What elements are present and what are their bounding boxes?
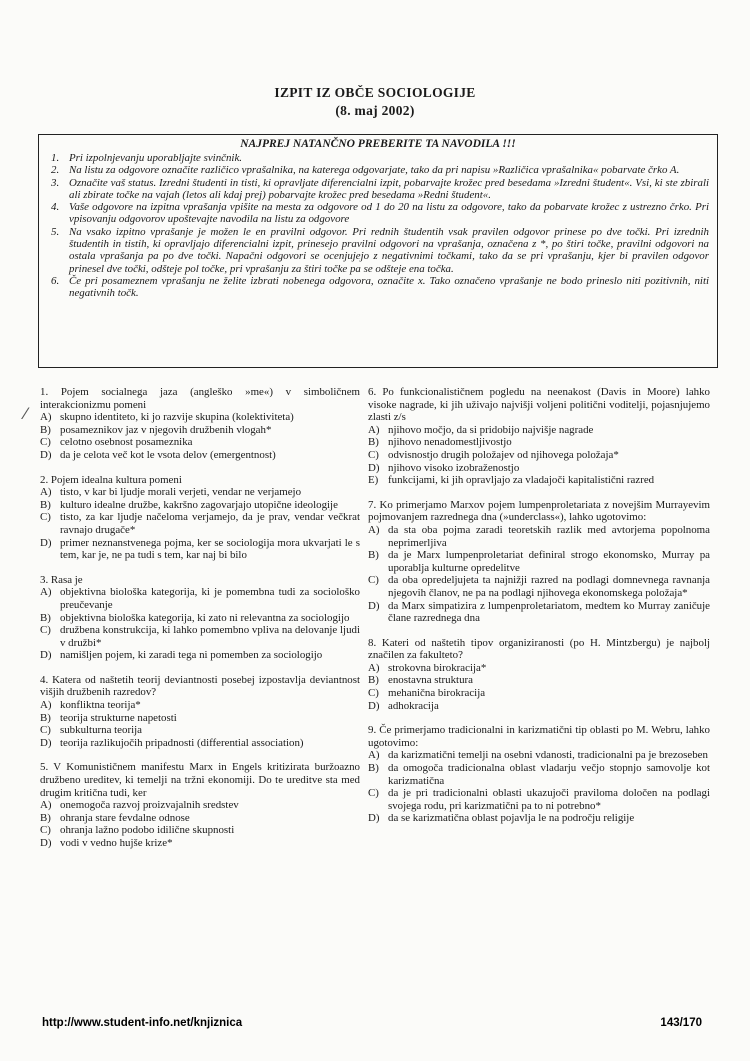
question [368,637,710,713]
instruction-item [47,164,709,176]
instructions-box [38,134,718,368]
option-letter: B) [40,611,51,624]
answer-option [40,699,360,712]
instruction-text: Vaše odgovore na izpitna vprašanja vpišite na mesta za odgovore od 1 do 20 na listu za odgovore, tako da pobarvate krožec z ustrezno črko. Pri vpisovanju odgovorov upoštevajte navodila na listu za odgovore [69,201,709,226]
option-letter: C) [40,824,51,837]
answer-option [40,411,360,424]
answer-option [40,499,360,512]
option-text: da je pri tradicionalni oblasti ukazujoči praviloma določen na podlagi svojega rodu, pri karizmatični pa to ni potrebno* [388,787,710,812]
option-text: njihovo visoko izobraženostjo [388,461,520,474]
option-text: njihovo nenadomestljivostjo [388,436,512,449]
answer-option [368,749,710,762]
option-text: da se karizmatična oblast pojavlja le na področju religije [388,812,635,825]
instruction-item [47,275,709,300]
question-stem: 8. Kateri od naštetih tipov organiziranosti (po H. Mintzbergu) je najbolj značilen za fakulteto? [368,636,710,662]
option-letter: D) [40,837,52,849]
answer-option [368,574,710,599]
question-stem: 6. Po funkcionalističnem pogledu na neenakost (Davis in Moore) lahko visoke nagrade, ki jih uživajo najvišji voljeni politični voditelji, pojasnjujemo zlasti z/s [368,386,710,424]
instruction-text: Označite vaš status. Izredni študenti in tisti, ki opravljate diferencialni izpit, pobarvajte krožec pred besedama »Izredni študent«. Vsi, ki ste zbirali ali zbirate točke na vajah (letos ali kdaj prej) pobarvajte krožec pred besedama »Redni študent«. [69,176,709,201]
answer-option [40,424,360,437]
answer-option [368,674,710,687]
question-stem: 4. Katera od naštetih teorij deviantnosti posebej izpostavlja deviantnost višjih družbenih razredov? [40,673,360,699]
option-letter: D) [40,736,52,749]
footer-source-link[interactable]: http://www.student-info.net/knjiznica [42,1017,243,1029]
option-text: posameznikov jaz v njegovih družbenih vlogah* [60,423,272,436]
option-text: teorija razlikujočih pripadnosti (differential association) [60,736,304,749]
questions-left-column [40,386,360,862]
answer-option [40,812,360,825]
option-letter: A) [368,661,380,674]
option-text: da oba opredeljujeta ta najnižji razred na podlagi domnevnega ravnanja njegovih članov, ne pa na podlagi njihovega ekonomskega položaja* [388,574,710,599]
instruction-number: 1. [51,152,60,164]
option-text: namišljen pojem, ki zaradi tega ni pomemben za sociologijo [60,649,323,662]
handwritten-check-mark: ⁄ [24,404,27,423]
answer-option [368,687,710,700]
option-letter: A) [40,799,52,812]
instruction-text: Na listu za odgovore označite različico vprašalnika, na katerega odgovarjate, tako da pri napisu »Različica vprašalnika« pobarvate črko A. [69,164,680,177]
option-text: da sta oba pojma zaradi teoretskih razlik med avtorjema popolnoma neprimerljiva [388,523,710,549]
option-text: da karizmatični temelji na osebni vdanosti, tradicionalni pa je brezoseben [388,749,708,762]
option-text: mehanična birokracija [388,687,486,700]
option-text: objektivna biološka kategorija, ki je pomembna tudi za sociološko preučevanje [60,586,360,611]
question-stem: 7. Ko primerjamo Marxov pojem lumpenproletariata z novejšim Murrayevim pojmovanjem razrednega dna (»underclass«), lahko ugotovimo: [368,498,710,524]
answer-option [40,624,360,649]
answer-option [40,712,360,725]
option-text: objektivna biološka kategorija, ki zato ni relevantna za sociologijo [60,611,350,624]
answer-option [368,474,710,487]
answer-option [40,799,360,812]
option-letter: A) [40,486,52,499]
instruction-number: 4. [51,201,60,214]
option-letter: C) [368,787,379,800]
option-text: teorija strukturne napetosti [60,711,177,724]
option-text: subkulturna teorija [60,724,142,737]
option-text: celotno osebnost posameznika [60,436,193,449]
question [40,674,360,750]
option-letter: C) [368,448,379,461]
instruction-item [47,226,709,275]
question [368,724,710,825]
option-letter: A) [40,699,52,712]
option-letter: B) [368,762,379,775]
option-text: njihovo močjo, da si pridobijo najvišje nagrade [388,423,594,436]
instruction-item [47,201,709,226]
option-letter: B) [40,711,51,724]
question [40,386,360,462]
option-letter: A) [368,749,380,762]
option-letter: A) [368,523,380,536]
instruction-number: 5. [51,225,60,238]
option-letter: D) [368,461,380,474]
option-text: vodi v vedno hujše krize* [60,837,173,849]
option-text: onemogoča razvoj proizvajalnih sredstev [60,799,239,812]
option-text: adhokracija [388,699,439,712]
question-stem: 1. Pojem socialnega jaza (angleško »me«) v simboličnem interakcionizmu pomeni [40,386,360,411]
answer-option [40,486,360,499]
option-text: ohranja stare fevdalne odnose [60,811,190,824]
option-letter: D) [40,536,52,549]
option-text: funkcijami, ki jih opravljajo za vladajoči kapitalistični razred [388,474,655,487]
answer-option [368,762,710,787]
option-letter: D) [368,599,380,612]
answer-option [368,600,710,625]
answer-option [368,549,710,574]
instruction-number: 2. [51,164,60,177]
answer-option [368,436,710,449]
answer-option [40,436,360,449]
question [368,499,710,625]
instruction-text: Če pri posameznem vprašanju ne želite izbrati nobenega odgovora, označite x. Tako označeno vprašanje ne bodo prineslo niti pozitivnih, niti negativnih točk. [69,274,709,300]
question-stem: 5. V Komunističnem manifestu Marx in Engels kritizirata buržoazno družbeno ureditev, ki temelji na tržni ekonomiji. Do te ureditve sta med drugim kritična tudi, ker [40,761,360,799]
answer-option [40,537,360,562]
question [40,574,360,662]
option-text: da je Marx lumpenproletariat definiral strogo ekonomsko, Murray pa uporablja kulturne opredelitve [388,549,710,574]
option-letter: C) [40,624,51,637]
instruction-text: Na vsako izpitno vprašanje je možen le en pravilni odgovor. Pri rednih študentih vsak pravilen odgovor prinese po dve točki. Pri izrednih študentih in tistih, ki opravljajo diferencialni izpit, prinesejo pravilni odgovori na vprašanja, označena z *, po štiri točke, pravilni odgovori na ostala vprašanja pa po dve točki. Napačni odgovori se ocenjujejo z negativnimi točkami, tako da se pri vprašanju, kjer bi pravilen odgovor prinesel dve točki, odšteje pol točke, pri vprašanju za štiri točke pa se odšteje ena točka. [69,225,709,275]
option-letter: D) [40,649,52,662]
option-text: primer neznanstvenega pojma, ker se sociologija mora ukvarjati le s tem, kar je, ne pa tudi s tem, kar naj bi bilo [60,536,360,562]
option-letter: C) [40,511,51,524]
question-stem: 9. Če primerjamo tradicionalni in karizmatični tip oblasti po M. Webru, lahko ugotovimo: [368,724,710,749]
option-text: tisto, za kar ljudje načeloma verjamejo, da je prav, vendar večkrat ravnajo drugače* [60,511,360,536]
answer-option [40,837,360,850]
option-letter: C) [368,574,379,587]
exam-title [0,84,750,120]
question [40,761,360,849]
question [368,386,710,487]
answer-option [368,424,710,437]
answer-option [368,449,710,462]
option-letter: B) [368,674,379,687]
answer-option [368,787,710,812]
exam-date: (8. maj 2002) [335,103,415,118]
instruction-item [47,177,709,202]
option-letter: A) [40,411,52,424]
answer-option [368,662,710,675]
option-letter: B) [40,498,51,511]
instructions-heading: NAJPREJ NATANČNO PREBERITE TA NAVODILA !!! [240,138,516,150]
answer-option [40,737,360,750]
answer-option [40,612,360,625]
page-number: 143/170 [660,1017,702,1029]
option-text: da omogoča tradicionalna oblast vladarju večjo stopnjo samovolje kot karizmatična [388,762,710,787]
option-letter: C) [40,436,51,449]
option-letter: A) [368,423,380,436]
option-letter: B) [368,436,379,449]
option-text: družbena konstrukcija, ki lahko pomembno vpliva na delovanje ljudi v družbi* [60,624,360,649]
instruction-number: 3. [51,176,60,189]
instruction-text: Pri izpolnjevanju uporabljajte svinčnik. [69,152,243,164]
option-text: enostavna struktura [388,674,473,687]
question [40,474,360,562]
questions-right-column [368,386,710,837]
option-letter: E) [368,474,379,487]
option-text: strokovna birokracija* [388,661,487,674]
option-letter: B) [368,549,379,562]
option-text: odvisnostjo drugih položajev od njihovega položaja* [388,448,619,461]
option-letter: C) [368,687,379,700]
answer-option [368,462,710,475]
option-text: skupno identiteto, ki jo razvije skupina (kolektiviteta) [60,411,294,424]
answer-option [368,524,710,549]
question-stem: 2. Pojem idealna kultura pomeni [40,473,182,486]
option-text: konfliktna teorija* [60,699,141,712]
instruction-number: 6. [51,274,60,287]
question-stem: 3. Rasa je [40,573,83,586]
option-letter: D) [368,812,380,825]
option-letter: D) [368,699,380,712]
option-text: kulturo idealne družbe, kakršno zagovarjajo utopične ideologije [60,498,338,511]
answer-option [368,812,710,825]
answer-option [40,449,360,462]
exam-title-text: IZPIT IZ OBČE SOCIOLOGIJE [274,85,476,100]
option-letter: D) [40,448,52,461]
option-text: da Marx simpatizira z lumpenproletariatom, medtem ko Murray zaničuje člane razrednega dna [388,599,710,625]
answer-option [40,649,360,662]
option-text: ohranja lažno podobo idilične skupnosti [60,824,235,837]
answer-option [40,824,360,837]
option-text: tisto, v kar bi ljudje morali verjeti, vendar ne verjamejo [60,486,302,499]
option-letter: B) [40,811,51,824]
option-text: da je celota več kot le vsota delov (emergentnost) [60,448,276,461]
answer-option [40,511,360,536]
option-letter: C) [40,724,51,737]
answer-option [40,724,360,737]
option-letter: B) [40,423,51,436]
instruction-item [47,152,709,164]
option-letter: A) [40,586,52,599]
answer-option [40,586,360,611]
answer-option [368,700,710,713]
